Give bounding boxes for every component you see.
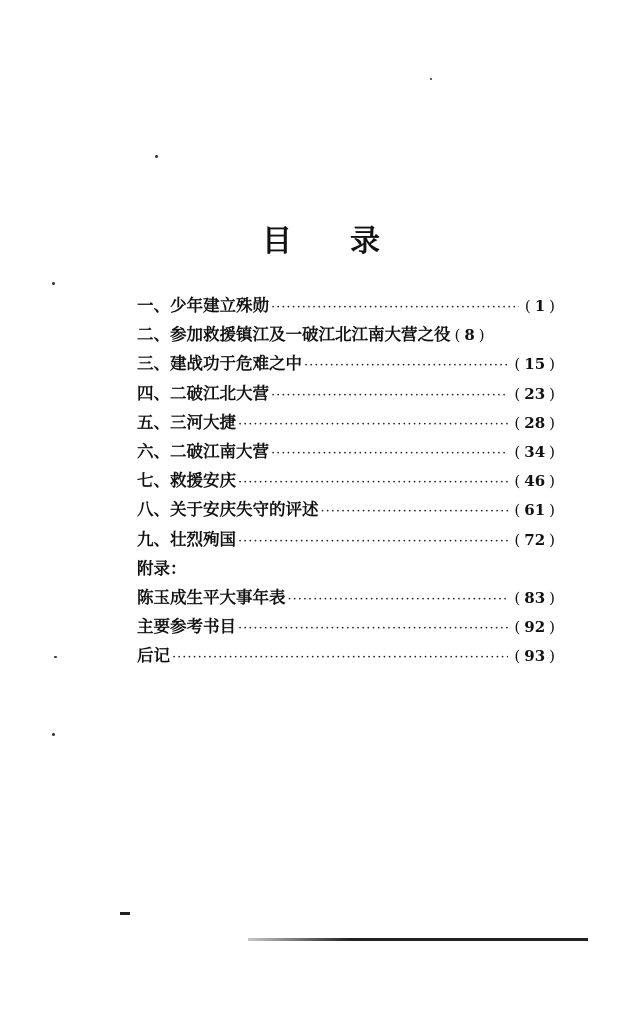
toc-entry-6[interactable] <box>137 438 559 467</box>
toc-entry-1[interactable] <box>137 292 559 321</box>
scan-speck <box>430 78 432 80</box>
toc-entry-12[interactable] <box>137 613 559 642</box>
toc-entry-label: 三、建战功于危难之中 <box>137 354 302 374</box>
toc-leader-dots <box>238 534 508 549</box>
toc-page-number: ( 34 ) <box>514 442 555 461</box>
toc-page-number: ( 46 ) <box>514 472 555 491</box>
toc-entry-4[interactable] <box>137 380 559 409</box>
title-char-2: 录 <box>350 224 380 259</box>
toc-entry-13[interactable] <box>137 642 559 671</box>
toc-entry-7[interactable] <box>137 467 559 496</box>
toc-leader-dots <box>321 504 509 519</box>
toc-entry-8[interactable] <box>137 496 559 525</box>
toc-leader-dots <box>238 475 508 490</box>
toc-page-number: ( 23 ) <box>514 384 555 403</box>
toc-leader-dots <box>271 388 508 403</box>
scan-speck <box>52 733 55 736</box>
toc-entry-label: 七、救援安庆 <box>137 471 236 491</box>
toc-page-number: ( 72 ) <box>514 530 555 549</box>
toc-leader-dots <box>172 650 508 665</box>
toc-entry-label: 六、二破江南大营 <box>137 441 269 461</box>
toc-page-number: ( 93 ) <box>514 647 555 666</box>
toc-entry-label: 主要参考书目 <box>137 617 236 637</box>
toc-entry-label: 九、壮烈殉国 <box>137 529 236 549</box>
scan-speck <box>52 282 55 285</box>
toc-leader-dots <box>271 300 519 315</box>
scan-speck <box>54 656 57 658</box>
toc-entry-label: 五、三河大捷 <box>137 412 236 432</box>
toc-page-number: ( 28 ) <box>514 413 555 432</box>
toc-entry-label: 后记 <box>137 646 170 666</box>
scan-mark <box>120 912 130 915</box>
toc-entry-11[interactable] <box>137 584 559 613</box>
toc-leader-dots <box>288 592 509 607</box>
toc-entry-9[interactable] <box>137 526 559 555</box>
toc-page-number: ( 83 ) <box>514 588 555 607</box>
toc-entry-2[interactable] <box>137 321 559 350</box>
toc-entry-3[interactable] <box>137 350 559 379</box>
scan-rule-line <box>248 938 588 941</box>
toc-page-number: ( 1 ) <box>524 297 555 315</box>
toc-leader-dots <box>238 417 508 432</box>
toc-entry-5[interactable] <box>137 409 559 438</box>
title-char-1: 目 <box>262 224 292 259</box>
toc-leader-dots <box>238 621 508 636</box>
page-title <box>0 216 642 260</box>
toc-entry-label: 附录： <box>137 558 187 578</box>
table-of-contents <box>137 292 559 671</box>
toc-leader-dots <box>271 446 508 461</box>
toc-page-number: ( 92 ) <box>514 618 555 637</box>
toc-entry-label: 八、关于安庆失守的评述 <box>137 500 319 520</box>
toc-entry-label: 一、少年建立殊勋 <box>137 296 269 315</box>
toc-entry-label: 二、参加救援镇江及一破江北江南大营之役 <box>137 325 451 345</box>
toc-leader-dots <box>304 358 508 373</box>
toc-page-number: ( 61 ) <box>514 501 555 520</box>
toc-entry-label: 四、二破江北大营 <box>137 383 269 403</box>
scan-speck <box>155 155 158 158</box>
toc-page-number: ( 8 ) <box>454 326 485 345</box>
toc-page-number: ( 15 ) <box>514 355 555 374</box>
toc-entry-label: 陈玉成生平大事年表 <box>137 587 286 607</box>
toc-appendix-heading <box>137 555 559 584</box>
